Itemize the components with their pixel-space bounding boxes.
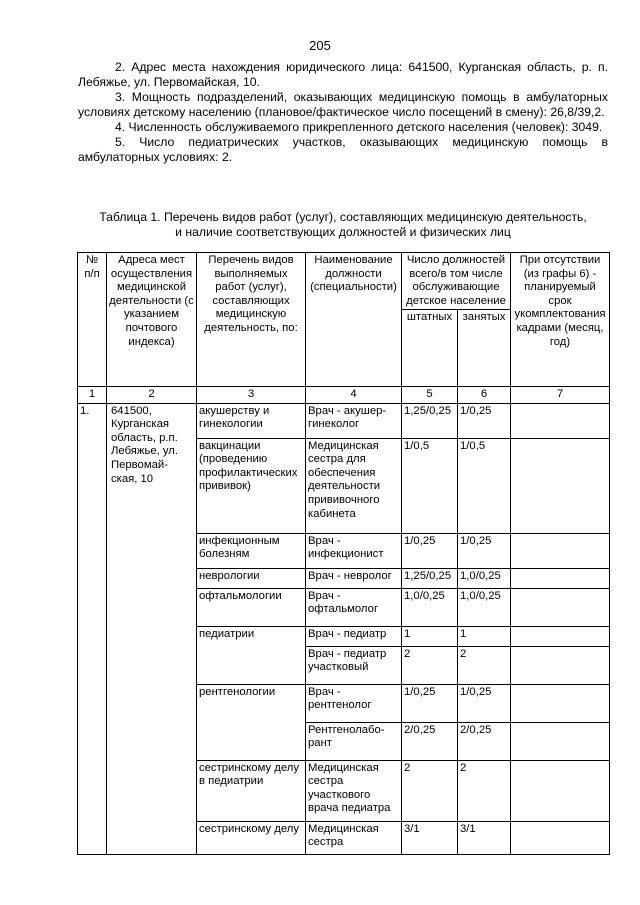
occupied-count-cell: 1/0,25 xyxy=(458,684,511,722)
position-cell: Врач - офтальмолог xyxy=(306,588,402,626)
occupied-count-cell: 1/0,25 xyxy=(458,533,511,568)
occupied-count-cell: 2/0,25 xyxy=(458,722,511,760)
staff-count-cell: 2/0,25 xyxy=(402,722,458,760)
work-cell: офтальмологии xyxy=(197,588,306,626)
plan-cell xyxy=(511,760,610,821)
position-cell: Рентгенолабо-рант xyxy=(306,722,402,760)
table-caption xyxy=(78,210,608,240)
position-cell: Врач - педиатр участковый xyxy=(306,646,402,684)
paragraph-address: 2. Адрес места нахождения юридического лица: 641500, Курганская область, р. п. Лебяжье, ул. Первомайская, 10. xyxy=(78,60,608,89)
column-number: 7 xyxy=(511,387,610,404)
plan-cell xyxy=(511,821,610,854)
occupied-count-cell: 3/1 xyxy=(458,821,511,854)
plan-cell xyxy=(511,588,610,626)
staff-count-cell: 1,0/0,25 xyxy=(402,588,458,626)
position-cell: Медицинская сестра участкового врача педиатра xyxy=(306,760,402,821)
plan-cell xyxy=(511,403,610,438)
occupied-count-cell: 1,0/0,25 xyxy=(458,588,511,626)
staff-count-cell: 1/0,25 xyxy=(402,684,458,722)
paragraph-population: 4. Численность обслуживаемого прикрепленного детского населения (человек): 3049. xyxy=(115,120,603,134)
header-works: Перечень видов выполняемых работ (услуг), составляющих медицинскую деятельность, по: xyxy=(197,253,306,387)
paragraph-capacity: 3. Мощность подразделений, оказывающих медицинскую помощь в амбулаторных условиях детскому населению (плановое/фактическое число посещений в смену): 26,8/39,2. xyxy=(78,90,608,119)
occupied-count-cell: 1/0,25 xyxy=(458,403,511,438)
staff-count-cell: 1 xyxy=(402,626,458,646)
table-caption-line-2: и наличие соответствующих должностей и физических лиц xyxy=(175,225,511,239)
work-cell: педиатрии xyxy=(197,626,306,684)
staff-count-cell: 1/0,25 xyxy=(402,533,458,568)
work-cell: сестринскому делу xyxy=(197,821,306,854)
column-number: 2 xyxy=(107,387,197,404)
staff-count-cell: 1,25/0,25 xyxy=(402,568,458,588)
page-number: 205 xyxy=(309,38,331,53)
column-number: 6 xyxy=(458,387,511,404)
plan-cell xyxy=(511,722,610,760)
plan-cell xyxy=(511,684,610,722)
occupied-count-cell: 2 xyxy=(458,646,511,684)
table-row xyxy=(78,403,610,438)
occupied-count-cell: 2 xyxy=(458,760,511,821)
header-occupied: занятых xyxy=(458,310,511,387)
column-number: 1 xyxy=(78,387,107,404)
position-cell: Медицинская сестра для обеспечения деятельности прививочного кабинета xyxy=(306,438,402,533)
position-cell: Врач - рентгенолог xyxy=(306,684,402,722)
row-number: 1. xyxy=(78,403,107,854)
column-number: 4 xyxy=(306,387,402,404)
column-number: 3 xyxy=(197,387,306,404)
table-header-row xyxy=(78,253,610,310)
header-address: Адреса мест осуществления медицинской деятельности (с указанием почтового индекса) xyxy=(107,253,197,387)
header-position: Наименование должности (специальности) xyxy=(306,253,402,387)
header-plan: При отсутствии (из графы 6) - планируемый срок укомплектования кадрами (месяц, год) xyxy=(511,253,610,387)
header-staff: штатных xyxy=(402,310,458,387)
staff-count-cell: 2 xyxy=(402,646,458,684)
plan-cell xyxy=(511,646,610,684)
paragraph-sections: 5. Число педиатрических участков, оказывающих медицинскую помощь в амбулаторных условиях: 2. xyxy=(78,135,608,164)
table-caption-line-1: Таблица 1. Перечень видов работ (услуг), составляющих медицинскую деятельность, xyxy=(99,210,587,224)
position-cell: Врач - инфекционист xyxy=(306,533,402,568)
header-count-group: Число должностей всего/в том числе обслуживающие детское население xyxy=(402,253,511,310)
staff-count-cell: 1,25/0,25 xyxy=(402,403,458,438)
plan-cell xyxy=(511,626,610,646)
staff-count-cell: 3/1 xyxy=(402,821,458,854)
position-cell: Врач - педиатр xyxy=(306,626,402,646)
position-cell: Врач - невролог xyxy=(306,568,402,588)
work-cell: инфекционным болезням xyxy=(197,533,306,568)
header-num: № п/п xyxy=(78,253,107,387)
work-cell: вакцинации (проведению профилактических прививок) xyxy=(197,438,306,533)
work-cell: сестринскому делу в педиатрии xyxy=(197,760,306,821)
plan-cell xyxy=(511,438,610,533)
column-numbers-row xyxy=(78,387,610,404)
address-cell: 641500, Курганская область, р.п. Лебяжье, ул. Первомай-ская, 10 xyxy=(107,403,197,854)
column-number: 5 xyxy=(402,387,458,404)
plan-cell xyxy=(511,533,610,568)
staff-count-cell: 2 xyxy=(402,760,458,821)
occupied-count-cell: 1/0,5 xyxy=(458,438,511,533)
work-cell: неврологии xyxy=(197,568,306,588)
staff-count-cell: 1/0,5 xyxy=(402,438,458,533)
services-table xyxy=(77,252,610,855)
position-cell: Врач - акушер-гинеколог xyxy=(306,403,402,438)
intro-text xyxy=(78,60,608,165)
position-cell: Медицинская сестра xyxy=(306,821,402,854)
occupied-count-cell: 1 xyxy=(458,626,511,646)
plan-cell xyxy=(511,568,610,588)
work-cell: рентгенологии xyxy=(197,684,306,760)
occupied-count-cell: 1,0/0,25 xyxy=(458,568,511,588)
work-cell: акушерству и гинекологии xyxy=(197,403,306,438)
